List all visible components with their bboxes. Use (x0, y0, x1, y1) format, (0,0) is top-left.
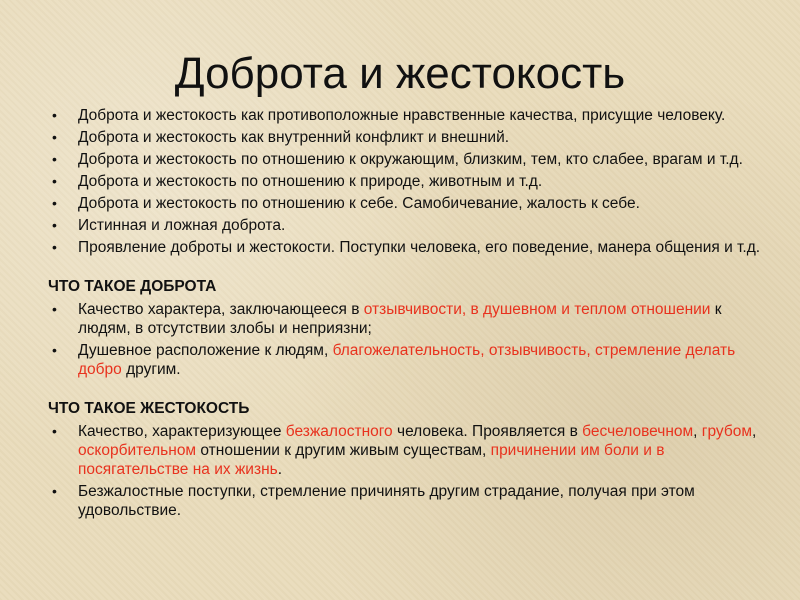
definition-text: , (693, 423, 702, 440)
bullet-icon: • (52, 239, 57, 255)
kindness-list (48, 300, 768, 379)
definition-item (48, 422, 768, 479)
definition-text: отношении к другим живым существам, (196, 442, 491, 459)
intro-list (48, 106, 768, 257)
definition-item (48, 341, 768, 379)
list-item (48, 172, 768, 191)
bullet-icon: • (52, 342, 57, 358)
bullet-icon: • (52, 151, 57, 167)
kindness-heading: ЧТО ТАКОЕ ДОБРОТА (48, 278, 217, 295)
list-item-text: Истинная и ложная доброта. (78, 217, 286, 234)
definition-item (48, 482, 768, 520)
definition-text: . (277, 461, 283, 478)
highlighted-text: отзывчивости, в душевном и теплом отношении (363, 301, 711, 318)
bullet-icon: • (52, 173, 57, 189)
highlighted-text: бесчеловечном (582, 423, 694, 440)
list-item (48, 128, 768, 147)
list-item-text: Доброта и жестокость по отношению к природе, животным и т.д. (78, 173, 543, 190)
definition-text: Душевное расположение к людям, (78, 342, 333, 359)
list-item-text: Проявление доброты и жестокости. Поступки человека, его поведение, манера общения и т.д. (78, 239, 761, 256)
bullet-icon: • (52, 423, 57, 439)
highlighted-text: благожелательность, отзывчивость, стремление делать добро (78, 342, 736, 378)
highlighted-text: грубом (701, 423, 752, 440)
slide-title: Доброта и жестокость (174, 49, 626, 98)
bullet-icon: • (52, 301, 57, 317)
definition-text: к людям, в отсутствии злобы и неприязни; (78, 301, 722, 337)
bullet-icon: • (52, 195, 57, 211)
list-item-text: Доброта и жестокость по отношению к себе. Самобичевание, жалость к себе. (78, 195, 640, 212)
list-item (48, 106, 768, 125)
definition-text: другим. (121, 361, 181, 378)
highlighted-text: оскорбительном (78, 442, 197, 459)
slide-content (48, 106, 768, 523)
bullet-icon: • (52, 107, 57, 123)
list-item-text: Доброта и жестокость как внутренний конфликт и внешний. (78, 129, 510, 146)
list-item-text: Доброта и жестокость по отношению к окружающим, близким, тем, кто слабее, врагам и т.д. (78, 151, 743, 168)
cruelty-list (48, 422, 768, 520)
list-item (48, 150, 768, 169)
bullet-icon: • (52, 483, 57, 499)
list-item (48, 216, 768, 235)
definition-text: человека. Проявляется в (392, 423, 583, 440)
definition-text: Качество, характеризующее (78, 423, 286, 440)
definition-text: Качество характера, заключающееся в (78, 301, 364, 318)
bullet-icon: • (52, 217, 57, 233)
list-item (48, 238, 768, 257)
list-item (48, 194, 768, 213)
definition-item (48, 300, 768, 338)
definition-text: Безжалостные поступки, стремление причинять другим страдание, получая при этом удовольствие. (78, 483, 695, 519)
definition-text: , (751, 423, 757, 440)
cruelty-heading: ЧТО ТАКОЕ ЖЕСТОКОСТЬ (48, 400, 250, 417)
list-item-text: Доброта и жестокость как противоположные нравственные качества, присущие человеку. (78, 107, 726, 124)
highlighted-text: безжалостного (285, 423, 393, 440)
highlighted-text: причинении им боли и в посягательстве на их жизнь (78, 442, 665, 478)
bullet-icon: • (52, 129, 57, 145)
